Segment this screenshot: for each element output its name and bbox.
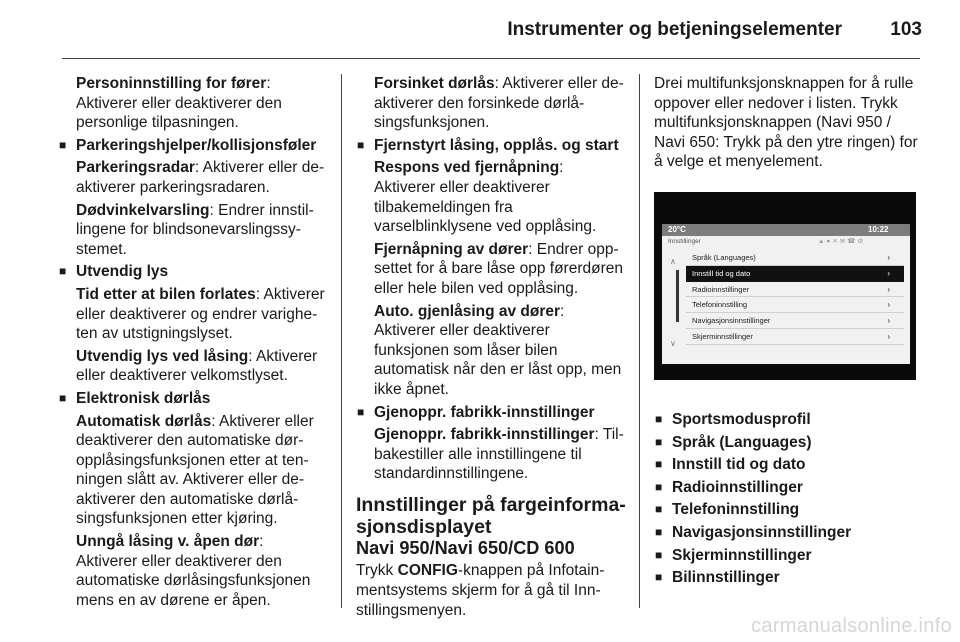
bullet-phone: ■ Telefoninnstilling <box>654 500 920 520</box>
config-paragraph: Trykk CONFIG-knappen på Infotainmentsystems skjerm for å gå til Innstillingsmenyen. <box>356 562 605 619</box>
entry-park-radar: Parkeringsradar: Aktiverer eller deaktiverer parkeringsradaren. <box>76 159 325 196</box>
chevron-right-icon: › <box>887 252 890 262</box>
screen-menu-item[interactable]: Språk (Languages) › <box>686 250 904 266</box>
bullet-language: ■ Språk (Languages) <box>654 433 920 453</box>
screen-menu-item[interactable]: Radioinnstillinger › <box>686 282 904 298</box>
screen-menu-list <box>686 250 904 345</box>
column-divider-2 <box>639 74 640 608</box>
watermark: carmanualsonline.info <box>751 615 952 637</box>
bullet-sport-mode: ■ Sportsmodusprofil <box>654 410 920 430</box>
bullet-vehicle: ■ Bilinnstillinger <box>654 568 920 588</box>
entry-open-door-anti-lockout: Unngå låsing v. åpen dør: Aktiverer eller deaktiverer den automatiske dørlåsingsfunksjonen mens en av dørene er åpen. <box>76 533 311 609</box>
bullet-park-assist: ■ Parkeringshjelper/kollisjonsføler <box>58 136 326 156</box>
entry-remote-unlock-feedback: Respons ved fjernåpning: Aktiverer eller deaktiverer tilbakemeldingen fra varselblinklysene ved opplåsing. <box>374 159 597 236</box>
entry-remote-door-unlock: Fjernåpning av dører: Endrer oppsettet for å bare låse opp førerdøren eller hele bilen ved opplåsing. <box>374 240 623 297</box>
chevron-right-icon: › <box>887 284 890 294</box>
infotainment-screenshot <box>654 192 916 380</box>
column-3 <box>654 74 920 591</box>
entry-delayed-door-lock: Forsinket dørlås: Aktiverer eller deaktiverer den forsinkede dørlåsingsfunksjonen. <box>374 75 624 132</box>
entry-driver-personalization: Personinnstilling for fører: Aktiverer eller deaktiverer den personlige tilpasningen. <box>76 75 282 132</box>
screen-menu-item-selected[interactable]: Innstill tid og dato › <box>686 266 904 282</box>
bullet-radio: ■ Radioinnstillinger <box>654 478 920 498</box>
screen-title: Innstillinger <box>668 237 701 245</box>
section-subheading: Navi 950/Navi 650/CD 600 <box>356 537 575 558</box>
column-1 <box>58 74 326 613</box>
page-title: Instrumenter og betjeningselementer <box>507 19 842 40</box>
intro-paragraph: Drei multifunksjonsknappen for å rulle oppover eller nedover i listen. Trykk multifunksjonsknappen (Navi 950 / Navi 650: Trykk på den ytre ringen) for å velge et menyelement. <box>654 75 918 171</box>
screen-menu-item[interactable]: Telefoninnstilling › <box>686 297 904 313</box>
entry-welcome-lighting: Utvendig lys ved låsing: Aktiverer eller deaktiverer velkomstlyset. <box>76 347 318 385</box>
chevron-right-icon: › <box>887 268 890 278</box>
chevron-right-icon: › <box>887 331 890 341</box>
bullet-remote-lock: ■ Fjernstyrt låsing, opplås. og start <box>356 136 626 156</box>
bullet-time-date: ■ Innstill tid og dato <box>654 455 920 475</box>
entry-blind-spot: Dødvinkelvarsling: Endrer innstillingene for blindsonevarslingssystemet. <box>76 201 314 258</box>
screen-clock: 10:22 <box>868 224 889 234</box>
screen-menu-item[interactable]: Skjerminnstillinger › <box>686 329 904 345</box>
scroll-up-icon[interactable]: ∧ <box>670 256 676 266</box>
section-heading: Innstillinger på fargeinformasjonsdisplayet <box>356 493 626 538</box>
bullet-navigation: ■ Navigasjonsinnstillinger <box>654 523 920 543</box>
config-key-label: CONFIG <box>397 562 458 580</box>
entry-auto-door-lock: Automatisk dørlås: Aktiverer eller deaktiverer den automatiske døropplåsingsfunksjonen etter at tenningen slått av. Aktiverer eller deaktiverer den automatiske dørlåsingsfunksjonen etter kjøring. <box>76 412 314 528</box>
page-number: 103 <box>890 19 922 40</box>
bullet-display: ■ Skjerminnstillinger <box>654 546 920 566</box>
screen-status-icons: ▲●✕✉☎⚙ <box>818 237 866 245</box>
header-divider <box>62 58 920 59</box>
scroll-track[interactable] <box>676 270 679 322</box>
entry-factory-reset: Gjenoppr. fabrikk-innstillinger: Tilbakestiller alle innstillingene til standardinnstillingene. <box>374 426 624 483</box>
bullet-power-door-locks: ■ Elektronisk dørlås <box>58 389 326 409</box>
screen-menu-item[interactable]: Navigasjonsinnstillinger › <box>686 313 904 329</box>
chevron-right-icon: › <box>887 300 890 310</box>
page-header <box>0 0 960 60</box>
bullet-factory-reset: ■ Gjenoppr. fabrikk-innstillinger <box>356 403 626 423</box>
bullet-exterior-lights: ■ Utvendig lys <box>58 262 326 282</box>
chevron-right-icon: › <box>887 316 890 326</box>
scroll-down-icon[interactable]: ∨ <box>670 338 676 348</box>
column-divider-1 <box>341 74 342 608</box>
entry-auto-relock: Auto. gjenlåsing av dører: Aktiverer eller deaktiverer funksjonen som låser bilen automatisk når den er låst opp, men ikke åpnet. <box>374 302 622 398</box>
column-2 <box>356 74 626 620</box>
entry-exit-lighting: Tid etter at bilen forlates: Aktiverer eller deaktiverer og endrer varigheten av utstigningslyset. <box>76 285 325 343</box>
screen-temperature: 20°C <box>668 224 686 234</box>
